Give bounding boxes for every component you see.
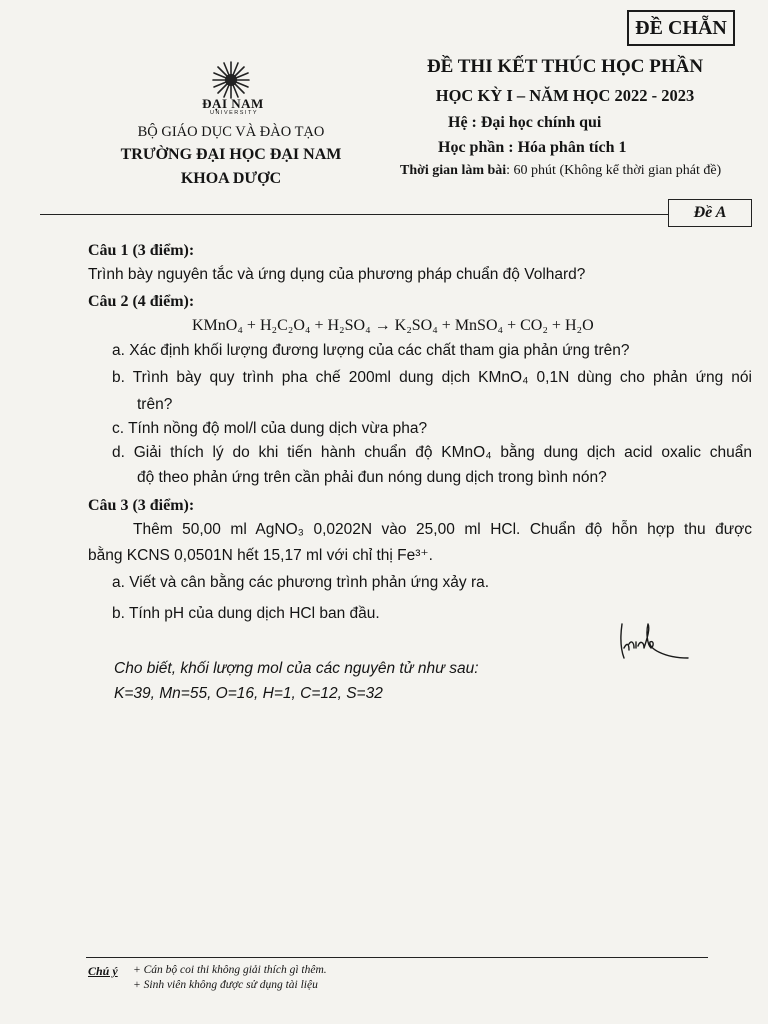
course-name: Học phần : Hóa phân tích 1 bbox=[438, 139, 627, 156]
university-logo-icon bbox=[208, 60, 254, 100]
question-3-heading: Câu 3 (3 điểm): bbox=[88, 497, 195, 514]
exam-code-box: ĐỀ CHẴN bbox=[627, 10, 735, 46]
signature-icon bbox=[614, 618, 694, 668]
exam-duration-value: : 60 phút (Không kể thời gian phát đề) bbox=[506, 163, 722, 178]
footer-note-2: + Sinh viên không được sử dụng tài liệu bbox=[133, 979, 318, 991]
faculty-name: KHOA DƯỢC bbox=[180, 170, 282, 187]
logo-name: ĐẠI NAM bbox=[202, 96, 264, 111]
question-2b-line1: b. Trình bày quy trình pha chế 200ml dung dịch KMnO₄ 0,1N dùng cho phản ứng nói bbox=[112, 369, 752, 386]
question-2a: a. Xác định khối lượng đương lượng của các chất tham gia phản ứng trên? bbox=[112, 342, 630, 359]
footer-divider bbox=[86, 957, 708, 958]
logo-subtitle: UNIVERSITY bbox=[209, 110, 258, 116]
question-3-text-line2: bằng KCNS 0,0501N hết 15,17 ml với chỉ thị Fe³⁺. bbox=[88, 547, 433, 564]
question-1-heading: Câu 1 (3 điểm): bbox=[88, 242, 195, 259]
given-data-line2: K=39, Mn=55, O=16, H=1, C=12, S=32 bbox=[114, 685, 383, 702]
exam-duration bbox=[400, 163, 721, 179]
university-name: TRƯỜNG ĐẠI HỌC ĐẠI NAM bbox=[120, 146, 342, 163]
question-3b: b. Tính pH của dung dịch HCl ban đầu. bbox=[112, 605, 380, 622]
header-divider bbox=[40, 214, 668, 215]
semester-line: HỌC KỲ I – NĂM HỌC 2022 - 2023 bbox=[435, 86, 695, 105]
question-2c: c. Tính nồng độ mol/l của dung dịch vừa pha? bbox=[112, 420, 428, 437]
exam-version-box: Đề A bbox=[668, 199, 752, 227]
question-2d-line2: độ theo phản ứng trên cần phải đun nóng dung dịch trong bình nón? bbox=[137, 469, 607, 486]
question-2b-line2: trên? bbox=[137, 396, 173, 413]
footer-note-1: + Cán bộ coi thi không giải thích gì thêm. bbox=[133, 964, 327, 976]
ministry-name: BỘ GIÁO DỤC VÀ ĐÀO TẠO bbox=[137, 124, 325, 140]
footer-label: Chú ý bbox=[88, 964, 118, 978]
question-2-heading: Câu 2 (4 điểm): bbox=[88, 293, 195, 310]
given-data-line1: Cho biết, khối lượng mol của các nguyên tử như sau: bbox=[114, 660, 479, 677]
question-3a: a. Viết và cân bằng các phương trình phản ứng xảy ra. bbox=[112, 574, 490, 591]
exam-duration-label: Thời gian làm bài bbox=[400, 163, 507, 178]
education-system: Hệ : Đại học chính qui bbox=[448, 114, 602, 131]
question-2-equation: KMnO₄ + H₂C₂O₄ + H₂SO₄ → K₂SO₄ + MnSO₄ + CO₂ + H₂O bbox=[192, 317, 594, 334]
question-3-text-line1: Thêm 50,00 ml AgNO₃ 0,0202N vào 25,00 ml HCl. Chuẩn độ hỗn hợp thu được bbox=[133, 521, 752, 538]
question-1-text: Trình bày nguyên tắc và ứng dụng của phương pháp chuẩn độ Volhard? bbox=[88, 266, 586, 283]
exam-title: ĐỀ THI KẾT THÚC HỌC PHẦN bbox=[426, 56, 704, 77]
question-2d-line1: d. Giải thích lý do khi tiến hành chuẩn độ KMnO₄ bằng dung dịch acid oxalic chuẩn bbox=[112, 444, 752, 461]
